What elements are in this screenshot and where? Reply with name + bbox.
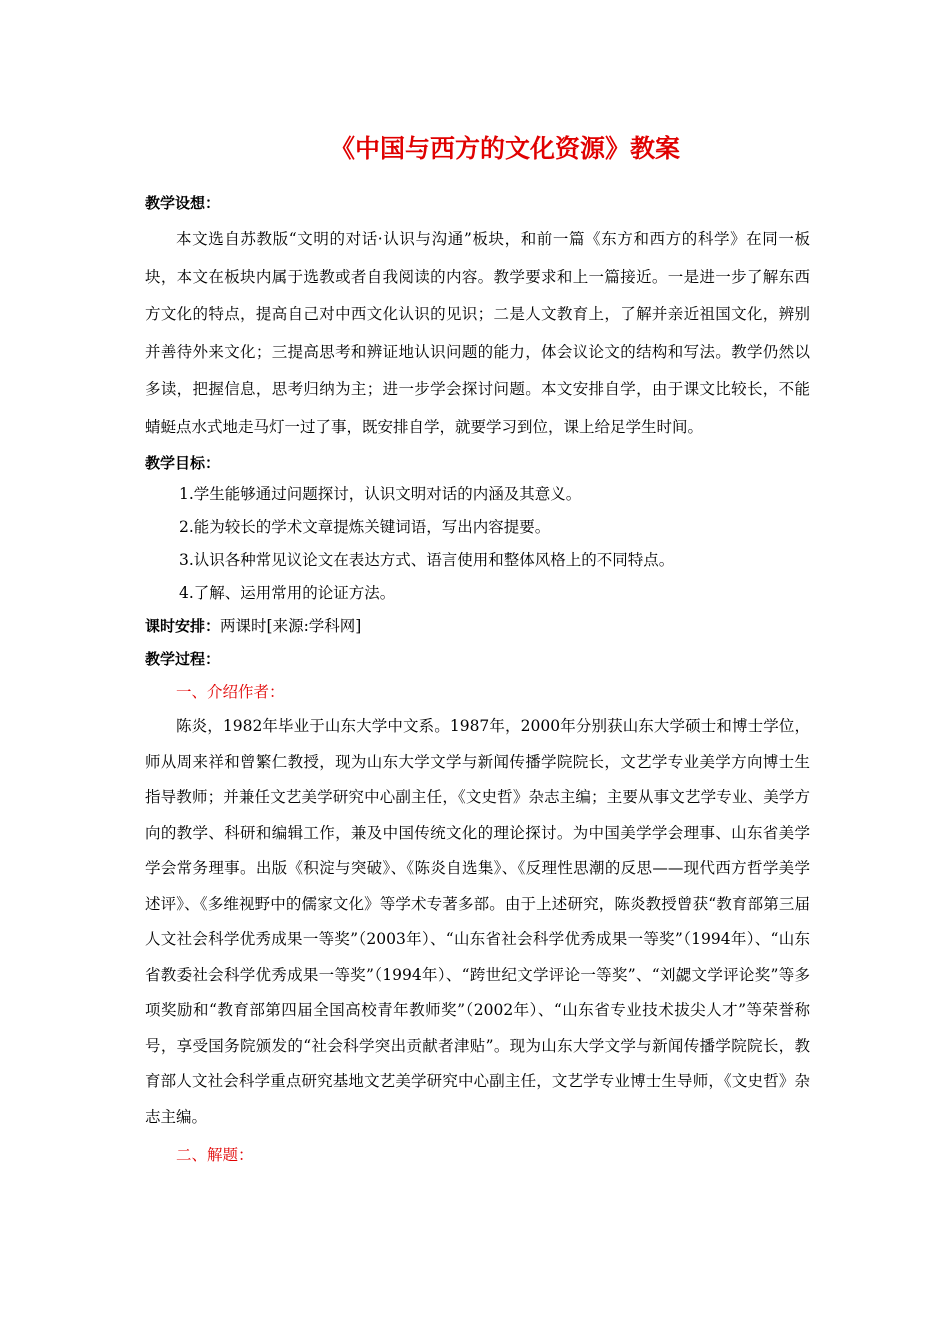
goal-item-4: 4.了解、运用常用的论证方法。 [179,584,396,602]
section-author-heading: 一、介绍作者： [176,683,285,701]
document-title: 《中国与西方的文化资源》教案 [329,134,680,163]
goal-item-2: 2.能为较长的学术文章提炼关键词语，写出内容提要。 [179,518,551,536]
schedule-row [145,610,810,643]
design-heading: 教学设想： [145,194,221,212]
design-paragraph: 本文选自苏教版“文明的对话·认识与沟通”板块，和前一篇《东方和西方的科学》在同一板块，本文在板块内属于选教或者自我阅读的内容。教学要求和上一篇接近。一是进一步了解东西方文化的特点，提高自己对中西文化认识的见识；二是人文教育上，了解并亲近祖国文化，辨别并善待外来文化；三提高思考和辨证地认识问题的能力，体会议论文的结构和写法。教学仍然以多读，把握信息，思考归纳为主；进一步学会探讨问题。本文安排自学，由于课文比较长，不能蜻蜓点水式地走马灯一过了事，既安排自学，就要学习到位，课上给足学生时间。 [145,230,810,436]
document-body [145,187,810,1172]
author-paragraph: 陈炎，1982年毕业于山东大学中文系。1987年，2000年分别获山东大学硕士和博士学位，师从周来祥和曾繁仁教授，现为山东大学文学与新闻传播学院院长，文艺学专业美学方向博士生指导教师；并兼任文艺美学研究中心副主任，《文史哲》杂志主编；主要从事文艺学专业、美学方向的教学、科研和编辑工作，兼及中国传统文化的理论探讨。为中国美学学会理事、山东省美学学会常务理事。出版《积淀与突破》、《陈炎自选集》、《反理性思潮的反思——现代西方哲学美学述评》、《多维视野中的儒家文化》等学术专著多部。由于上述研究，陈炎教授曾获“教育部第三届人文社会科学优秀成果一等奖”（2003年）、“山东省社会科学优秀成果一等奖”（1994年）、“山东省教委社会科学优秀成果一等奖”（1994年）、“跨世纪文学评论一等奖”、“刘勰文学评论奖”等多项奖励和“教育部第四届全国高校青年教师奖”（2002年）、“山东省专业技术拔尖人才”等荣誉称号，享受国务院颁发的“社会科学突出贡献者津贴”。现为山东大学文学与新闻传播学院院长，教育部人文社会科学重点研究基地文艺美学研究中心副主任，文艺学专业博士生导师，《文史哲》杂志主编。 [145,717,810,1126]
goal-item-1: 1.学生能够通过问题探讨，认识文明对话的内涵及其意义。 [179,485,582,503]
process-heading: 教学过程： [145,650,221,668]
schedule-value: 两课时[来源:学科网] [220,617,362,635]
goals-heading: 教学目标： [145,454,221,472]
section-title-explain-heading: 二、解题： [176,1146,254,1164]
goal-item-3: 3.认识各种常见议论文在表达方式、语言使用和整体风格上的不同特点。 [179,551,675,569]
schedule-label: 课时安排： [145,617,221,635]
